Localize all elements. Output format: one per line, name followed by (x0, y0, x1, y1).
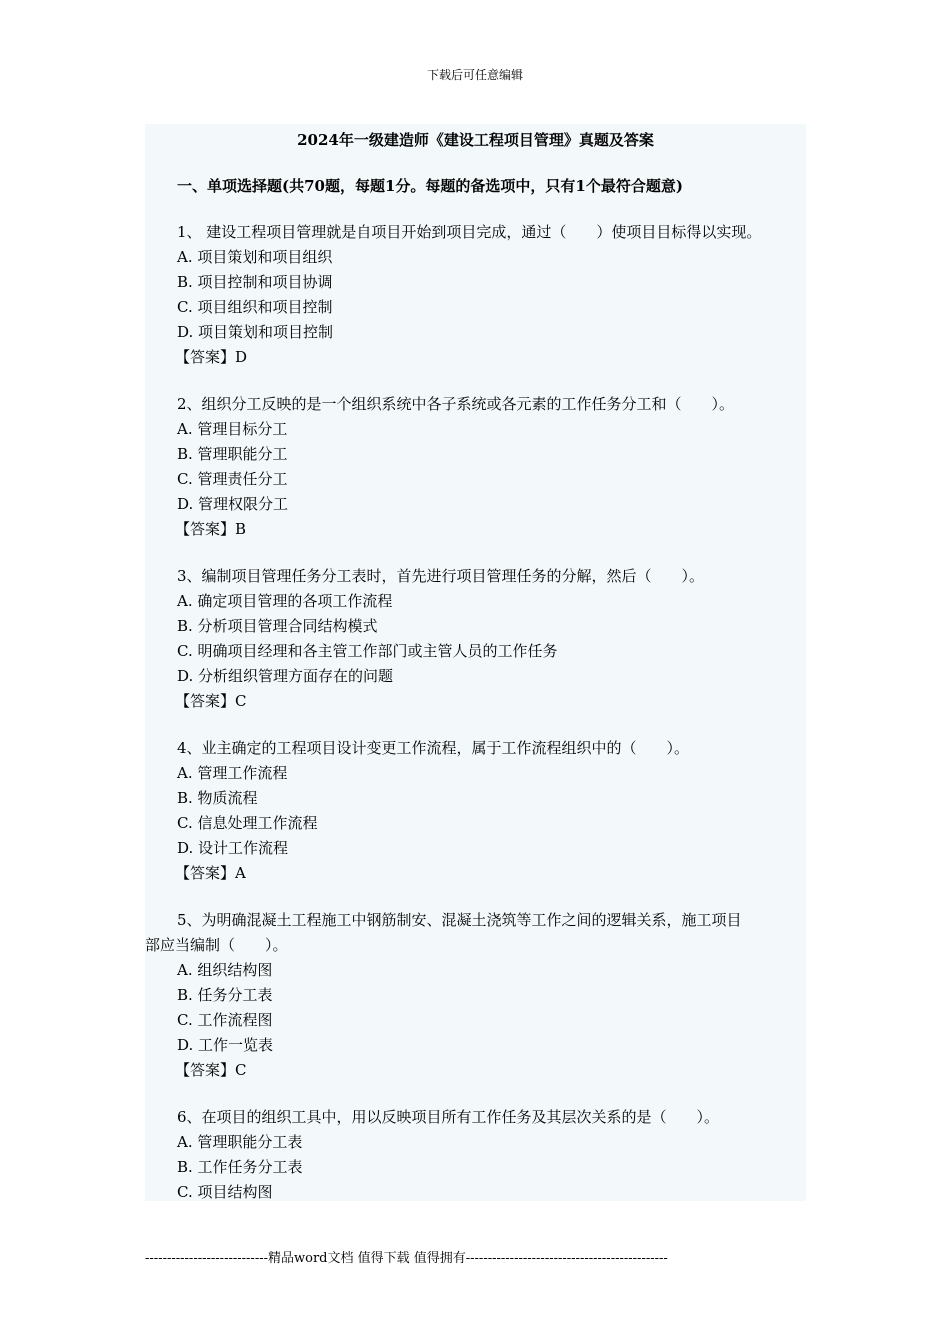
option-b: B. 物质流程 (177, 789, 258, 807)
question-list (145, 220, 845, 1227)
question-2 (145, 392, 845, 542)
answer: 【答案】A (175, 864, 246, 882)
option-a: A. 项目策划和项目组织 (177, 248, 333, 266)
option-d: D. 设计工作流程 (177, 839, 289, 857)
option-b: B. 任务分工表 (177, 986, 273, 1004)
answer: 【答案】C (175, 1061, 247, 1079)
document-title: 2024年一级建造师《建设工程项目管理》真题及答案 (297, 131, 654, 149)
question-6 (145, 1105, 845, 1205)
option-b: B. 分析项目管理合同结构模式 (177, 617, 378, 635)
question-stem: 1、 建设工程项目管理就是自项目开始到项目完成，通过（ ）使项目目标得以实现。 (177, 223, 762, 241)
question-stem: 3、编制项目管理任务分工表时，首先进行项目管理任务的分解，然后（ ）。 (177, 567, 705, 585)
option-a: A. 确定项目管理的各项工作流程 (177, 592, 393, 610)
question-stem: 6、在项目的组织工具中，用以反映项目所有工作任务及其层次关系的是（ ）。 (177, 1108, 720, 1126)
question-stem: 2、组织分工反映的是一个组织系统中各子系统或各元素的工作任务分工和（ ）。 (177, 395, 735, 413)
option-b: B. 工作任务分工表 (177, 1158, 303, 1176)
option-a: A. 管理目标分工 (177, 420, 288, 438)
option-d: D. 项目策划和项目控制 (177, 323, 334, 341)
section-heading: 一、单项选择题(共70题，每题1分。每题的备选项中，只有1个最符合题意) (177, 177, 683, 195)
question-5 (145, 908, 845, 1083)
option-c: C. 项目结构图 (177, 1183, 273, 1201)
option-a: A. 管理职能分工表 (177, 1133, 303, 1151)
answer: 【答案】D (175, 348, 248, 366)
option-d: D. 管理权限分工 (177, 495, 289, 513)
option-a: A. 组织结构图 (177, 961, 273, 979)
option-c: C. 工作流程图 (177, 1011, 273, 1029)
question-1 (145, 220, 845, 370)
header-note: 下载后可任意编辑 (426, 68, 523, 82)
footer-note: ----------------------------精品word文档 值得下载 值得拥有---------------------------------------------- (145, 1251, 668, 1266)
question-4 (145, 736, 845, 886)
answer: 【答案】C (175, 692, 247, 710)
question-stem: 4、业主确定的工程项目设计变更工作流程，属于工作流程组织中的（ ）。 (177, 739, 690, 757)
option-c: C. 管理责任分工 (177, 470, 288, 488)
document-body (145, 124, 806, 1201)
answer: 【答案】B (175, 520, 247, 538)
option-d: D. 分析组织管理方面存在的问题 (177, 667, 394, 685)
question-3 (145, 564, 845, 714)
question-stem: 部应当编制（ ）。 (145, 936, 288, 954)
option-c: C. 项目组织和项目控制 (177, 298, 333, 316)
option-b: B. 项目控制和项目协调 (177, 273, 333, 291)
option-c: C. 信息处理工作流程 (177, 814, 318, 832)
option-b: B. 管理职能分工 (177, 445, 288, 463)
option-c: C. 明确项目经理和各主管工作部门或主管人员的工作任务 (177, 642, 558, 660)
option-d: D. 工作一览表 (177, 1036, 274, 1054)
option-a: A. 管理工作流程 (177, 764, 288, 782)
question-stem: 5、为明确混凝土工程施工中钢筋制安、混凝土浇筑等工作之间的逻辑关系，施工项目 (177, 911, 742, 929)
